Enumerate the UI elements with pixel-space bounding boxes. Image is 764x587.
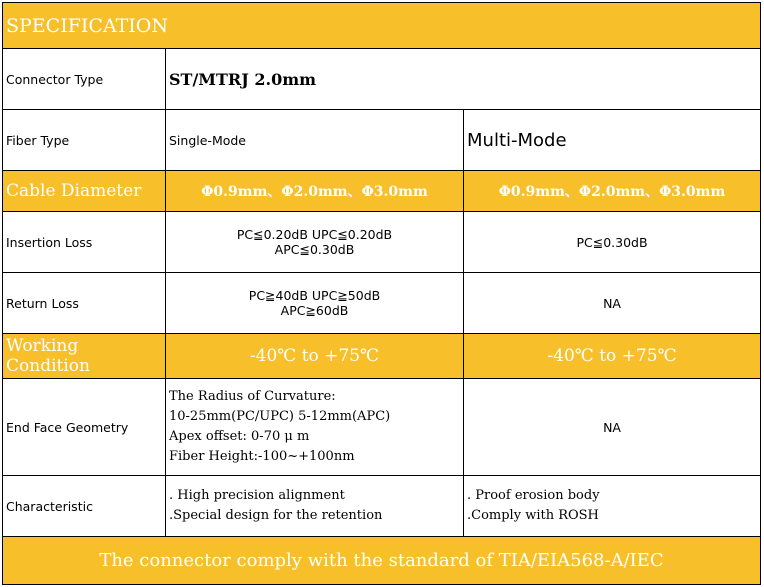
row-insertion-loss [3, 212, 761, 273]
end-face-line4: Fiber Height:-100~+100nm [169, 449, 355, 464]
working-condition-label: Working Condition [3, 334, 166, 379]
cable-diameter-multi: Φ0.9mm、Φ2.0mm、Φ3.0mm [464, 171, 761, 212]
standard-compliance-note: The connector comply with the standard of TIA/EIA568-A/IEC [3, 537, 761, 585]
return-loss-single-line2: APC≧60dB [280, 303, 349, 318]
characteristic-multi-line2: .Comply with ROSH [467, 508, 599, 523]
row-end-face-geometry [3, 379, 761, 476]
cable-diameter-single: Φ0.9mm、Φ2.0mm、Φ3.0mm [166, 171, 464, 212]
table-title: SPECIFICATION [3, 3, 761, 49]
characteristic-single-line2: .Special design for the retention [169, 508, 383, 523]
end-face-geometry-single [166, 379, 464, 476]
return-loss-multi: NA [464, 273, 761, 334]
fiber-type-multi: Multi-Mode [464, 110, 761, 171]
characteristic-single-line1: . High precision alignment [169, 488, 345, 503]
end-face-line2: 10-25mm(PC/UPC) 5-12mm(APC) [169, 409, 391, 424]
connector-type-value: ST/MTRJ 2.0mm [166, 49, 761, 110]
end-face-line1: The Radius of Curvature: [169, 389, 336, 404]
characteristic-single [166, 476, 464, 537]
characteristic-multi [464, 476, 761, 537]
insertion-loss-single-line1: PC≦0.20dB UPC≦0.20dB [236, 227, 393, 242]
end-face-geometry-multi: NA [464, 379, 761, 476]
return-loss-single [166, 273, 464, 334]
working-condition-single: -40℃ to +75℃ [166, 334, 464, 379]
insertion-loss-label: Insertion Loss [3, 212, 166, 273]
row-fiber-type [3, 110, 761, 171]
end-face-geometry-label: End Face Geometry [3, 379, 166, 476]
insertion-loss-multi: PC≦0.30dB [464, 212, 761, 273]
row-working-condition [3, 334, 761, 379]
fiber-type-single: Single-Mode [166, 110, 464, 171]
specification-table [2, 2, 761, 585]
connector-type-label: Connector Type [3, 49, 166, 110]
fiber-type-label: Fiber Type [3, 110, 166, 171]
return-loss-label: Return Loss [3, 273, 166, 334]
row-return-loss [3, 273, 761, 334]
row-connector-type [3, 49, 761, 110]
end-face-line3: Apex offset: 0-70 μ m [169, 429, 310, 444]
header-row [3, 3, 761, 49]
working-condition-multi: -40℃ to +75℃ [464, 334, 761, 379]
insertion-loss-single [166, 212, 464, 273]
row-characteristic [3, 476, 761, 537]
return-loss-single-line1: PC≧40dB UPC≧50dB [248, 288, 381, 303]
insertion-loss-single-line2: APC≦0.30dB [274, 242, 355, 257]
row-cable-diameter [3, 171, 761, 212]
footer-row [3, 537, 761, 585]
characteristic-multi-line1: . Proof erosion body [467, 488, 600, 503]
cable-diameter-label: Cable Diameter [3, 171, 166, 212]
characteristic-label: Characteristic [3, 476, 166, 537]
